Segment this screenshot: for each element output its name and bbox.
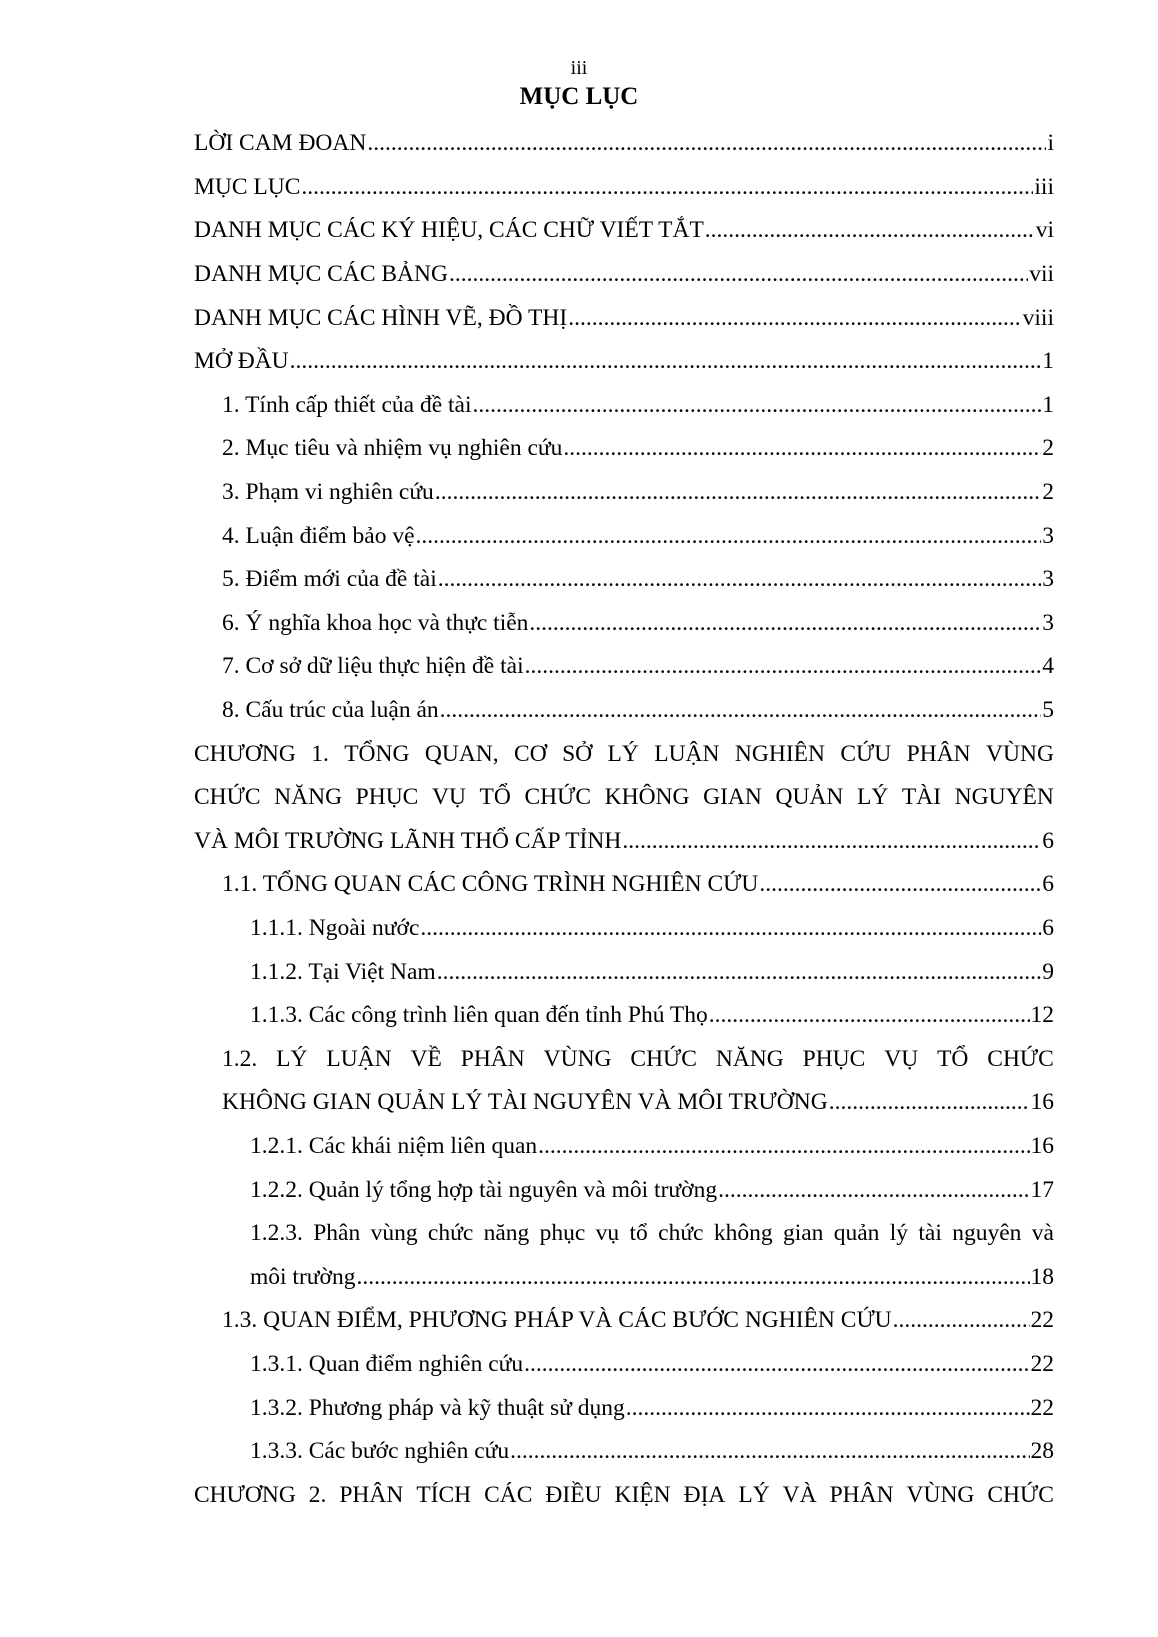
toc-entry[interactable]: DANH MỤC CÁC KÝ HIỆU, CÁC CHỮ VIẾT TẮT ..... vi — [194, 209, 1054, 253]
word: lý — [889, 1220, 909, 1247]
toc-chapter-heading-line[interactable] — [194, 1473, 1054, 1517]
word: TÍCH — [416, 1481, 472, 1508]
word: nguyên — [952, 1220, 1022, 1247]
page-number: iii — [570, 57, 588, 79]
word: LUẬN — [654, 740, 720, 767]
toc-entry[interactable]: 1.1.2. Tại Việt Nam ..... 9 — [194, 950, 1054, 994]
toc-entry[interactable]: MỞ ĐẦU ..... 1 — [194, 340, 1054, 384]
word: gian — [782, 1220, 824, 1247]
toc-entry[interactable]: KHÔNG GIAN QUẢN LÝ TÀI NGUYÊN VÀ MÔI TRƯỜNG ..... 16 — [194, 1081, 1054, 1125]
word: TỔ — [479, 784, 511, 811]
toc-entry[interactable]: 1.2.2. Quản lý tổng hợp tài nguyên và môi trường ..... 17 — [194, 1168, 1054, 1212]
word: vùng — [370, 1220, 418, 1247]
toc-entry[interactable]: MỤC LỤC ..... iii — [194, 166, 1054, 210]
word: CƠ — [514, 740, 547, 767]
word: VỀ — [410, 1045, 442, 1072]
toc-entry[interactable]: 5. Điểm mới của đề tài ..... 3 — [194, 558, 1054, 602]
word: tổ — [629, 1220, 648, 1247]
word: VỤ — [884, 1045, 919, 1072]
toc-entry[interactable]: 1.3.2. Phương pháp và kỹ thuật sử dụng ..... 22 — [194, 1386, 1054, 1430]
word: CHƯƠNG — [194, 1481, 296, 1508]
word: CHỨC — [630, 1045, 697, 1072]
justified-text — [250, 1220, 1054, 1247]
toc-chapter-heading-line[interactable] — [194, 732, 1054, 776]
page-title: MỤC LỤC — [519, 83, 639, 110]
toc-entry[interactable]: 7. Cơ sở dữ liệu thực hiện đề tài ..... 4 — [194, 645, 1054, 689]
toc-entry[interactable]: 1.2.1. Các khái niệm liên quan ..... 16 — [194, 1125, 1054, 1169]
word: LÝ — [738, 1481, 770, 1508]
word: TỔNG — [344, 740, 410, 767]
word: năng — [483, 1220, 530, 1247]
word: CHỨC — [987, 1481, 1054, 1508]
toc-entry[interactable]: LỜI CAM ĐOAN ..... i — [194, 122, 1054, 166]
word: CHỨC — [194, 784, 261, 811]
word: NGHIÊN — [734, 740, 825, 767]
word: SỞ — [562, 740, 593, 767]
toc-entry[interactable]: 3. Phạm vi nghiên cứu ..... 2 — [194, 471, 1054, 515]
word: NĂNG — [274, 784, 343, 811]
toc-entry[interactable]: 8. Cấu trúc của luận án ..... 5 — [194, 689, 1054, 733]
toc-entry[interactable]: 1.3. QUAN ĐIỂM, PHƯƠNG PHÁP VÀ CÁC BƯỚC NGHIÊN CỨU ..... 22 — [194, 1299, 1054, 1343]
word: 1.2.3. — [250, 1220, 303, 1247]
word: QUẢN — [775, 784, 844, 811]
word: VÙNG — [906, 1481, 975, 1508]
word: GIAN — [703, 784, 762, 811]
toc-entry[interactable]: 1.1. TỔNG QUAN CÁC CÔNG TRÌNH NGHIÊN CỨU ..... 6 — [194, 863, 1054, 907]
word: 2. — [308, 1481, 327, 1508]
word: PHỤC — [802, 1045, 866, 1072]
word: VÙNG — [543, 1045, 612, 1072]
toc-entry[interactable]: 1.3.3. Các bước nghiên cứu ..... 28 — [194, 1430, 1054, 1474]
word: VỤ — [431, 784, 466, 811]
justified-text — [222, 1046, 1054, 1073]
word: CÁC — [484, 1481, 533, 1508]
word: PHÂN — [906, 740, 971, 767]
word: VÀ — [782, 1481, 817, 1508]
word: và — [1031, 1220, 1054, 1247]
table-of-contents — [194, 122, 1054, 1517]
justified-text — [194, 741, 1054, 768]
word: TỔ — [937, 1045, 969, 1072]
toc-entry[interactable]: 1.1.3. Các công trình liên quan đến tỉnh Phú Thọ ..... 12 — [194, 994, 1054, 1038]
toc-subsection-heading-line[interactable] — [194, 1212, 1054, 1256]
word: tài — [918, 1220, 942, 1247]
word: chức — [658, 1220, 704, 1247]
toc-entry[interactable]: DANH MỤC CÁC HÌNH VẼ, ĐỒ THỊ ..... viii — [194, 296, 1054, 340]
justified-text — [194, 784, 1054, 811]
word: LÝ — [856, 784, 889, 811]
word: CHỨC — [987, 1045, 1054, 1072]
toc-entry[interactable]: 6. Ý nghĩa khoa học và thực tiễn ..... 3 — [194, 602, 1054, 646]
word: NGUYÊN — [954, 784, 1054, 811]
word: LÝ — [276, 1045, 308, 1072]
word: PHỤC — [355, 784, 419, 811]
word: CHỨC — [524, 784, 592, 811]
word: quản — [833, 1220, 880, 1247]
word: KHÔNG — [604, 784, 690, 811]
toc-chapter-heading-line[interactable] — [194, 776, 1054, 820]
word: chức — [427, 1220, 474, 1247]
word: vụ — [595, 1220, 620, 1247]
toc-entry[interactable]: DANH MỤC CÁC BẢNG ..... vii — [194, 253, 1054, 297]
word: Phân — [313, 1220, 361, 1247]
word: PHÂN — [829, 1481, 894, 1508]
toc-entry[interactable]: VÀ MÔI TRƯỜNG LÃNH THỔ CẤP TỈNH ..... 6 — [194, 820, 1054, 864]
word: LUẬN — [326, 1045, 392, 1072]
word: VÙNG — [986, 740, 1054, 767]
toc-entry[interactable]: 1.1.1. Ngoài nước ..... 6 — [194, 907, 1054, 951]
toc-entry[interactable]: 2. Mục tiêu và nhiệm vụ nghiên cứu ..... 2 — [194, 427, 1054, 471]
word: CHƯƠNG — [194, 740, 296, 767]
word: PHÂN — [460, 1045, 525, 1072]
justified-text — [194, 1482, 1054, 1509]
word: 1.2. — [222, 1045, 258, 1072]
word: phục — [539, 1220, 586, 1247]
word: 1. — [311, 740, 329, 767]
toc-entry[interactable]: môi trường ..... 18 — [194, 1255, 1054, 1299]
word: LÝ — [607, 740, 639, 767]
word: CỨU — [840, 740, 892, 767]
toc-section-heading-line[interactable] — [194, 1037, 1054, 1081]
word: NĂNG — [715, 1045, 784, 1072]
word: QUAN, — [424, 740, 499, 767]
toc-entry[interactable]: 1.3.1. Quan điểm nghiên cứu ..... 22 — [194, 1343, 1054, 1387]
word: ĐỊA — [683, 1481, 726, 1508]
word: không — [713, 1220, 773, 1247]
toc-entry[interactable]: 1. Tính cấp thiết của đề tài ..... 1 — [194, 384, 1054, 428]
word: ĐIỀU — [545, 1481, 602, 1508]
word: KIỆN — [614, 1481, 671, 1508]
word: TÀI — [901, 784, 942, 811]
word: PHÂN — [339, 1481, 404, 1508]
toc-entry[interactable]: 4. Luận điểm bảo vệ ..... 3 — [194, 514, 1054, 558]
